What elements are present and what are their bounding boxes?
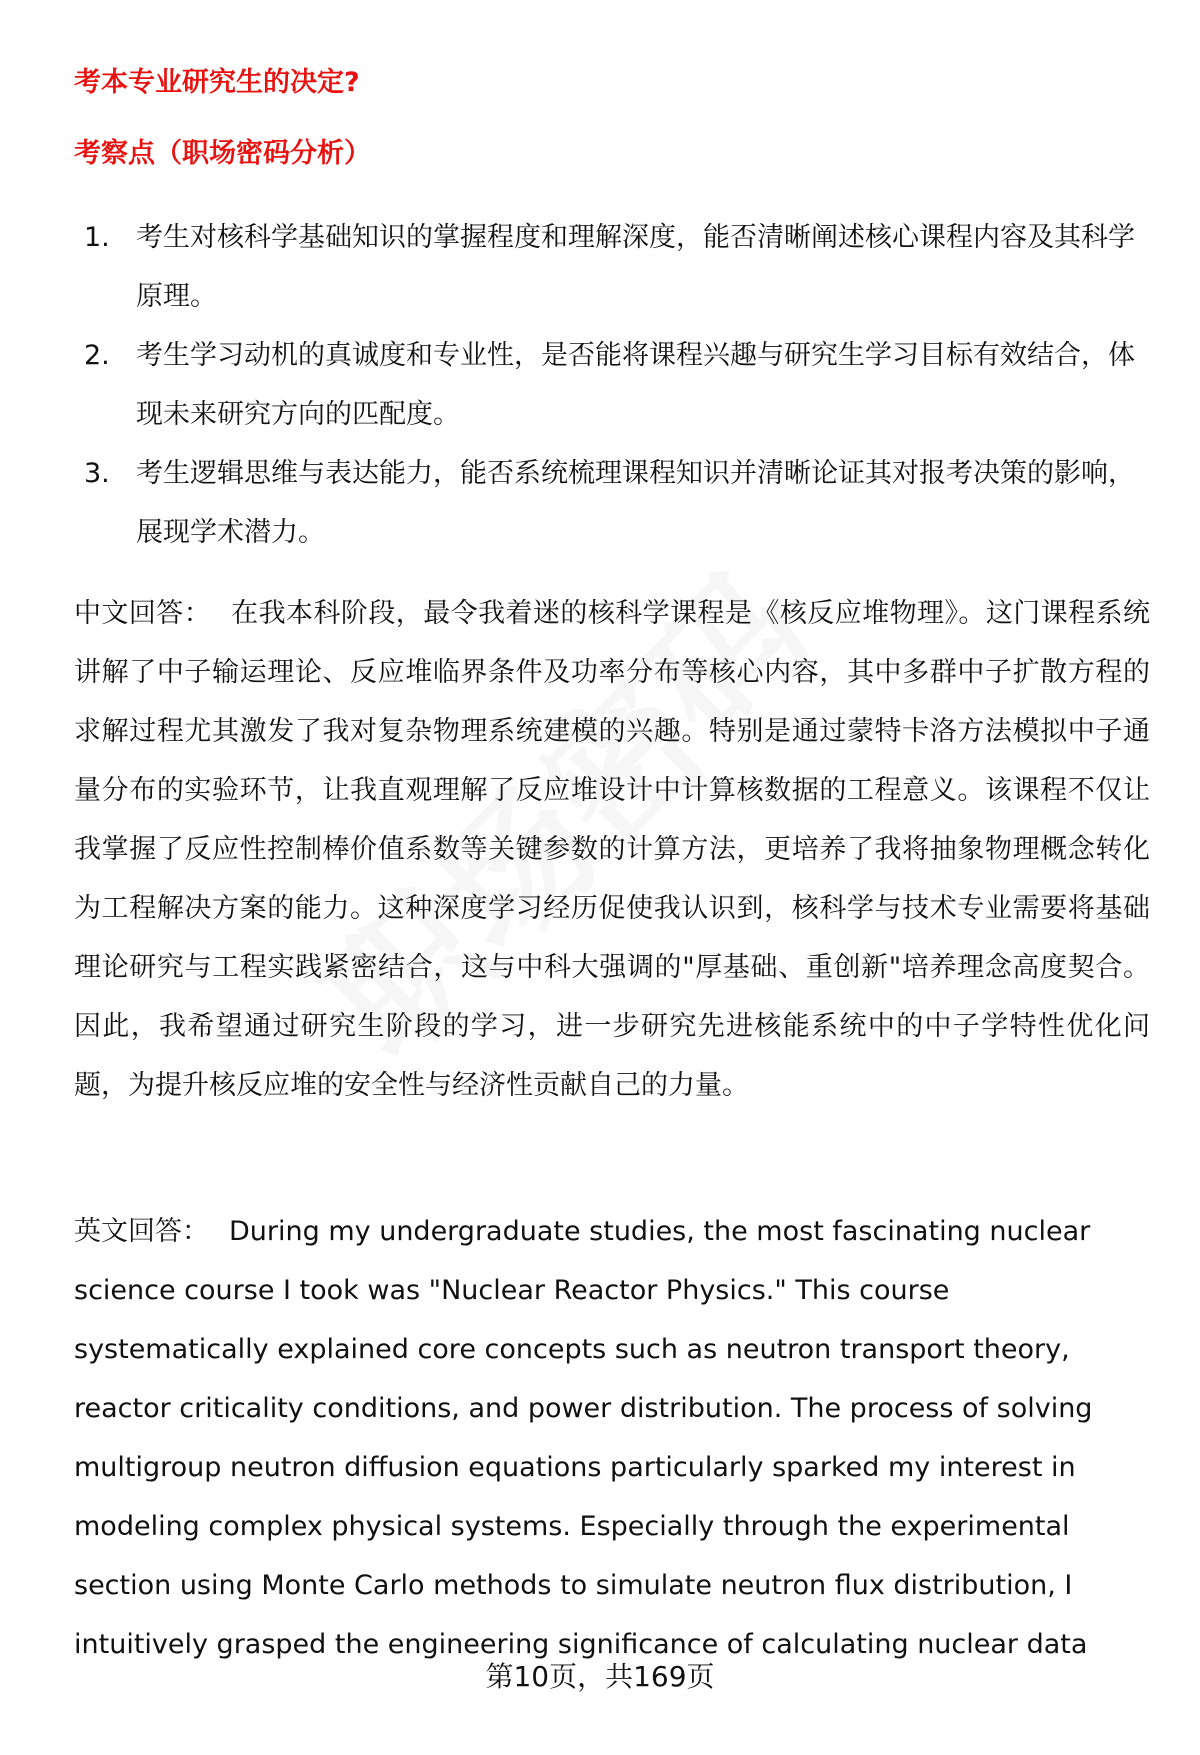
- english-answer: [74, 1202, 1150, 1674]
- chinese-answer-label: 中文回答：: [74, 598, 212, 629]
- list-item: [74, 444, 1144, 562]
- chinese-answer: [74, 584, 1150, 1115]
- section-heading: 考察点（职场密码分析）: [74, 138, 371, 169]
- list-number: 2.: [84, 340, 110, 371]
- list-number: 3.: [84, 458, 110, 489]
- list-item: [74, 326, 1144, 444]
- question-heading: 考本专业研究生的决定?: [74, 67, 360, 98]
- english-answer-text: During my undergraduate studies, the most fascinating nuclear science course I took was "Nuclear Reactor Physics." This course systematically explained core concepts such as neutron transport theory, reactor criticality conditions, and power distribution. The process of solving multigroup neutron diffusion equations particularly sparked my interest in modeling complex physical systems. Especially through the experimental section using Monte Carlo methods to simulate neutron flux distribution, I intuitively grasped the engineering significance of calculating nuclear data: [74, 1216, 1093, 1660]
- list-text: 考生学习动机的真诚度和专业性，是否能将课程兴趣与研究生学习目标有效结合，体现未来研究方向的匹配度。: [136, 340, 1135, 430]
- list-text: 考生对核科学基础知识的掌握程度和理解深度，能否清晰阐述核心课程内容及其科学原理。: [136, 222, 1135, 312]
- list-item: [74, 208, 1144, 326]
- assessment-points-list: [74, 208, 1144, 562]
- page-number: 第10页，共169页: [485, 1660, 715, 1693]
- chinese-answer-text: 在我本科阶段，最令我着迷的核科学课程是《核反应堆物理》。这门课程系统讲解了中子输运理论、反应堆临界条件及功率分布等核心内容，其中多群中子扩散方程的求解过程尤其激发了我对复杂物理系统建模的兴趣。特别是通过蒙特卡洛方法模拟中子通量分布的实验环节，让我直观理解了反应堆设计中计算核数据的工程意义。该课程不仅让我掌握了反应性控制棒价值系数等关键参数的计算方法，更培养了我将抽象物理概念转化为工程解决方案的能力。这种深度学习经历促使我认识到，核科学与技术专业需要将基础理论研究与工程实践紧密结合，这与中科大强调的"厚基础、重创新"培养理念高度契合。因此，我希望通过研究生阶段的学习，进一步研究先进核能系统中的中子学特性优化问题，为提升核反应堆的安全性与经济性贡献自己的力量。: [74, 598, 1150, 1101]
- list-number: 1.: [84, 222, 110, 253]
- english-answer-label: 英文回答：: [74, 1216, 209, 1247]
- list-text: 考生逻辑思维与表达能力，能否系统梳理课程知识并清晰论证其对报考决策的影响，展现学术潜力。: [136, 458, 1135, 548]
